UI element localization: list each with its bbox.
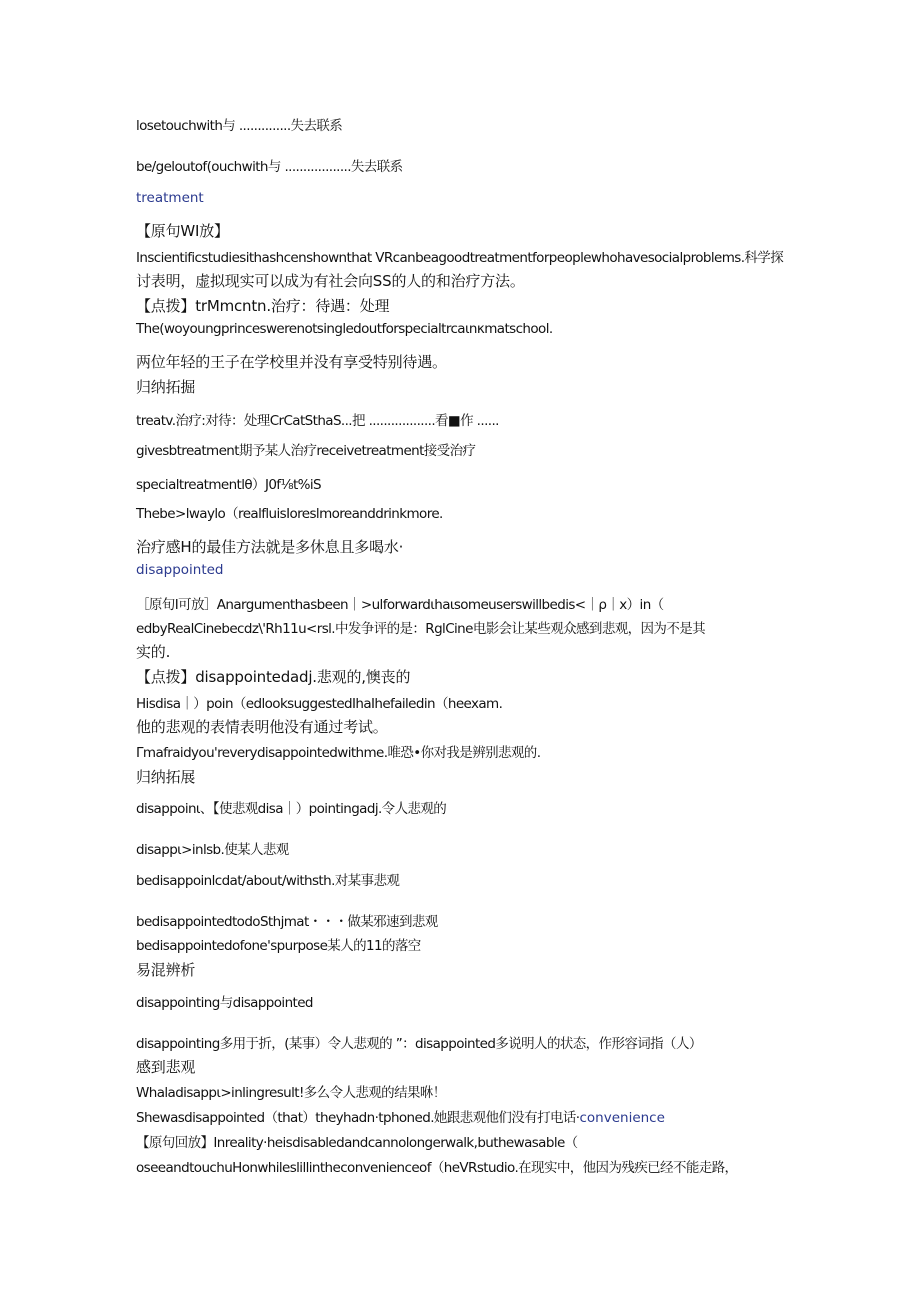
text-line: 治疗感H的最佳方法就是多休息且多喝水· bbox=[136, 538, 404, 556]
text-line: 归纳拓展 bbox=[136, 768, 196, 786]
text-line: 易混辨析 bbox=[136, 961, 196, 979]
text-line: disappι>inlsb.使某人悲观 bbox=[136, 842, 289, 858]
text-line: 【点拨】disappointedadj.悲观的,懊丧的 bbox=[136, 668, 411, 686]
text-line: 实的. bbox=[136, 643, 171, 661]
text-line: treatv.治疗:对待：处理CrCatSthaS...把 ..................看■作 ...... bbox=[136, 413, 499, 429]
text-line: Whaladisappι>inlingresult!多么令人悲观的结果咻！ bbox=[136, 1085, 446, 1101]
text-line: The(woyoungprinceswerenotsingledoutforspecialtrcaιnκmatschool. bbox=[136, 321, 553, 337]
text-line-body: Shewasdisappointed（that）theyhadn·tphoned.她跟悲观他们没有打电话· bbox=[136, 1110, 580, 1126]
text-line: disappointing多用于折，(某事）令人悲观的 ”：disappointed多说明人的状态，作形容词指（人） bbox=[136, 1036, 702, 1052]
text-line: be/geloutof(ouchwith与 ..................失去联系 bbox=[136, 159, 403, 175]
text-line: edbyRealCinebecdz\'Rh11u<rsl.中发争评的是：RglCine电影会让某些观众感到悲观，因为不是其 bbox=[136, 621, 706, 637]
text-line: disappointing与disappointed bbox=[136, 995, 313, 1011]
section-keyword: treatment bbox=[136, 190, 204, 206]
text-line: 【点拨】trMmcntn.治疗：待遇：处理 bbox=[136, 297, 390, 315]
text-line: bedisappointedtodoSthjmat・・・做某邪速到悲观 bbox=[136, 914, 438, 930]
text-line: 他的悲观的表情表明他没有通过考试。 bbox=[136, 718, 388, 736]
inline-keyword: convenience bbox=[579, 1110, 665, 1126]
text-line: ［原旬Ι可放］Anargumenthasbeen｜>ulforwardιhaιsomeuserswillbedis<｜ρ｜x）in（ bbox=[136, 597, 664, 613]
text-line: Γmafraidyou'reverydisappointedwithme.唯恐•你对我是辨别悲观的. bbox=[136, 745, 541, 761]
text-line: Thebe>lwaylo（realfluisIoreslmoreanddrinkmore. bbox=[136, 506, 443, 522]
text-line: Hisdisa｜）poin（edlooksuggestedIhaIhefailedin（heexam. bbox=[136, 696, 503, 712]
text-line: specialtreatmentlθ）J0f⅛t%iS bbox=[136, 477, 321, 493]
text-line: givesbtreatment期予某人治疗receivetreatment接受治疗 bbox=[136, 443, 476, 459]
text-line: 归纳拓掘 bbox=[136, 378, 196, 396]
text-line: bedisappointedofone'spurpose某人的11的落空 bbox=[136, 938, 421, 954]
text-line: 【原句回放】Inreality·heisdisabledandcannolongerwalk,buthewasable（ bbox=[136, 1135, 578, 1151]
text-line: losetouchwith与 ..............失去联系 bbox=[136, 118, 343, 134]
text-line bbox=[136, 1106, 665, 1126]
section-keyword: disappointed bbox=[136, 562, 224, 578]
text-line: bedisappoinlcdat/about/withsth.对某事悲观 bbox=[136, 873, 400, 889]
text-line: oseeandtouchuHonwhileslillintheconvenienceof（heVRstudio.在现实中，他因为残疾已经不能走路， bbox=[136, 1160, 738, 1176]
text-line: 【原句WI放】 bbox=[136, 222, 229, 240]
text-line: Inscientificstudiesithashcenshownthat VRcanbeagoodtreatmentforpeoplewhohavesocialproblems.科学探 bbox=[136, 250, 784, 266]
text-line: 感到悲观 bbox=[136, 1058, 196, 1076]
text-line: 讨表明，虚拟现实可以成为有社会向SS的人的和治疗方法。 bbox=[136, 272, 525, 290]
text-line: disappoinι、【使悲观disa｜）pointingadj.令人悲观的 bbox=[136, 801, 447, 817]
text-line: 两位年轻的王子在学校里并没有享受特别待遇。 bbox=[136, 353, 447, 371]
